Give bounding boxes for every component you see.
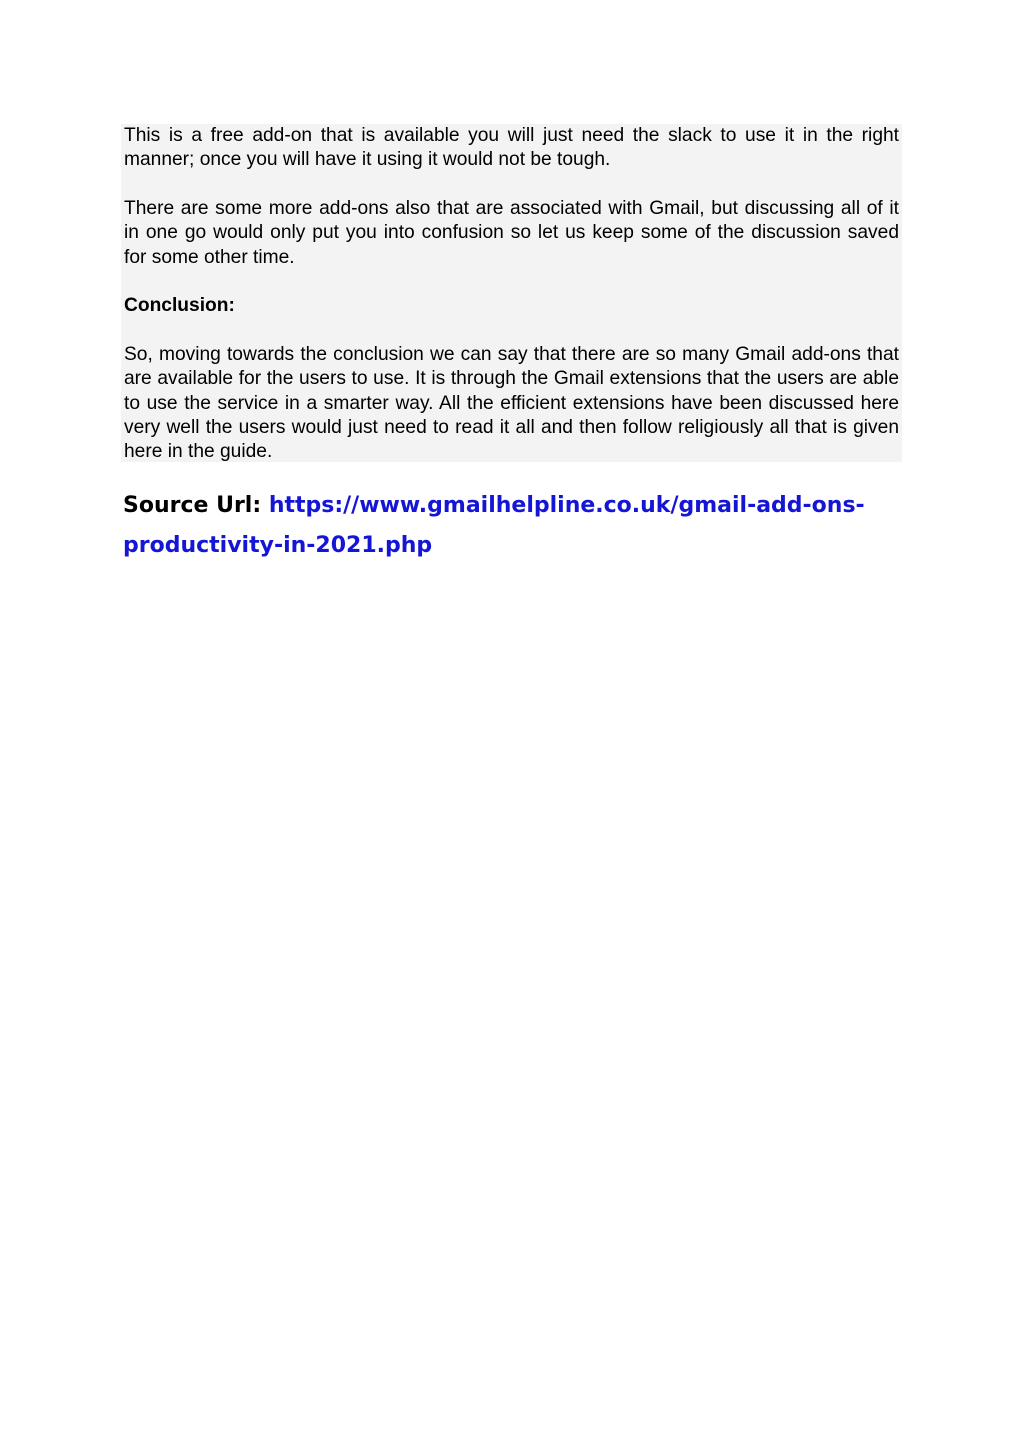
source-url-link[interactable]: https://www.gmailhelpline.co.uk/gmail-add-ons-productivity-in-2021.php [123, 493, 865, 558]
paragraph-more-addons: There are some more add-ons also that are associated with Gmail, but discussing all of it in one go would only put you into confusion so let us keep some of the discussion saved for some other time. [124, 198, 899, 268]
source-url-label: Source Url: [123, 493, 269, 518]
conclusion-paragraph: So, moving towards the conclusion we can say that there are so many Gmail add-ons that are available for the users to use. It is through the Gmail extensions that the users are able to use the service in a smarter way. All the efficient extensions have been discussed here very well the users would just need to read it all and then follow religiously all that is given here in the guide. [124, 344, 899, 463]
paragraph-free-addon: This is a free add-on that is available you will just need the slack to use it in the right manner; once you will have it using it would not be tough. [124, 125, 899, 171]
source-url-line [123, 486, 883, 566]
conclusion-heading: Conclusion: [124, 295, 235, 316]
